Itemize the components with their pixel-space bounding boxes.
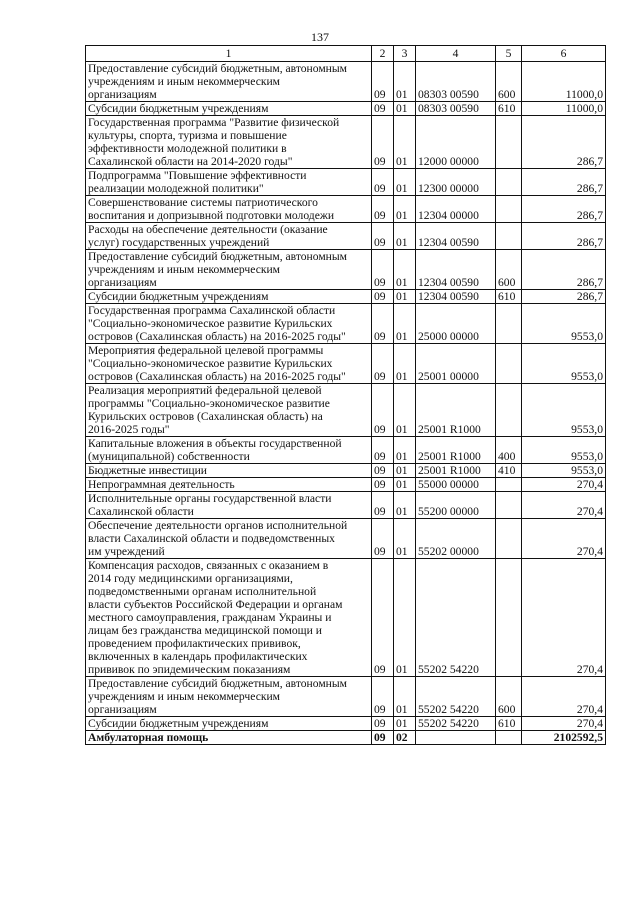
row-subsection: 01 (394, 196, 416, 223)
row-subsection: 01 (394, 559, 416, 677)
row-name: Предоставление субсидий бюджетным, автономным учреждениям и иным некоммерческим организациям (86, 677, 372, 717)
row-target-article: 55202 54220 (416, 717, 496, 731)
table-row (86, 344, 606, 384)
column-header-4: 4 (416, 46, 496, 62)
row-subsection: 01 (394, 250, 416, 290)
row-section: 09 (372, 559, 394, 677)
table-row (86, 559, 606, 677)
row-name: Обеспечение деятельности органов исполнительной власти Сахалинской области и подведомственных им учреждений (86, 519, 372, 559)
row-subsection: 01 (394, 384, 416, 437)
row-amount: 11000,0 (522, 102, 606, 116)
row-expense-type (496, 223, 522, 250)
table-row (86, 731, 606, 745)
table-row (86, 717, 606, 731)
column-header-3: 3 (394, 46, 416, 62)
row-target-article: 55202 00000 (416, 519, 496, 559)
table-row (86, 290, 606, 304)
row-expense-type: 400 (496, 437, 522, 464)
row-target-article: 12304 00590 (416, 250, 496, 290)
row-name: Государственная программа Сахалинской области "Социально-экономическое развитие Курильских островов (Сахалинская область) на 2016-2025 годы" (86, 304, 372, 344)
row-target-article: 12304 00000 (416, 196, 496, 223)
table-row (86, 116, 606, 169)
row-subsection: 01 (394, 223, 416, 250)
row-expense-type: 610 (496, 102, 522, 116)
row-expense-type (496, 196, 522, 223)
page-number: 137 (311, 30, 329, 44)
row-name: Исполнительные органы государственной власти Сахалинской области (86, 492, 372, 519)
row-subsection: 01 (394, 116, 416, 169)
row-name: Мероприятия федеральной целевой программы "Социально-экономическое развитие Курильских островов (Сахалинская область) на 2016-2025 годы" (86, 344, 372, 384)
row-amount: 9553,0 (522, 304, 606, 344)
row-expense-type (496, 492, 522, 519)
row-target-article: 25001 R1000 (416, 464, 496, 478)
table-row (86, 250, 606, 290)
table-header-row (86, 46, 606, 62)
row-amount: 286,7 (522, 290, 606, 304)
row-section: 09 (372, 717, 394, 731)
row-amount: 270,4 (522, 559, 606, 677)
row-name: Предоставление субсидий бюджетным, автономным учреждениям и иным некоммерческим организациям (86, 250, 372, 290)
row-expense-type (496, 169, 522, 196)
row-subsection: 01 (394, 717, 416, 731)
row-amount: 286,7 (522, 116, 606, 169)
table-row (86, 384, 606, 437)
row-subsection: 01 (394, 169, 416, 196)
table-row (86, 196, 606, 223)
row-section: 09 (372, 169, 394, 196)
table-row (86, 102, 606, 116)
table-row (86, 464, 606, 478)
row-subsection: 01 (394, 478, 416, 492)
budget-table-body (86, 46, 606, 745)
row-expense-type: 600 (496, 677, 522, 717)
row-section: 09 (372, 384, 394, 437)
row-amount: 286,7 (522, 196, 606, 223)
row-subsection: 01 (394, 290, 416, 304)
row-amount: 9553,0 (522, 464, 606, 478)
row-name: Бюджетные инвестиции (86, 464, 372, 478)
row-name: Государственная программа "Развитие физической культуры, спорта, туризма и повышение эффективности молодежной политики в Сахалинской области на 2014-2020 годы" (86, 116, 372, 169)
row-expense-type: 610 (496, 290, 522, 304)
column-header-5: 5 (496, 46, 522, 62)
row-section: 09 (372, 116, 394, 169)
row-name: Субсидии бюджетным учреждениям (86, 290, 372, 304)
row-expense-type: 410 (496, 464, 522, 478)
row-subsection: 01 (394, 437, 416, 464)
row-amount: 270,4 (522, 492, 606, 519)
row-name: Предоставление субсидий бюджетным, автономным учреждениям и иным некоммерческим организациям (86, 62, 372, 102)
row-amount: 9553,0 (522, 384, 606, 437)
row-expense-type (496, 731, 522, 745)
row-expense-type (496, 116, 522, 169)
row-name: Субсидии бюджетным учреждениям (86, 102, 372, 116)
row-name: Подпрограмма "Повышение эффективности реализации молодежной политики" (86, 169, 372, 196)
row-section: 09 (372, 464, 394, 478)
row-subsection: 01 (394, 344, 416, 384)
row-name: Амбулаторная помощь (86, 731, 372, 745)
table-row (86, 223, 606, 250)
row-subsection: 01 (394, 304, 416, 344)
row-amount: 9553,0 (522, 437, 606, 464)
row-amount: 270,4 (522, 519, 606, 559)
row-amount: 286,7 (522, 169, 606, 196)
row-subsection: 01 (394, 519, 416, 559)
row-name: Совершенствование системы патриотического воспитания и допризывной подготовки молодежи (86, 196, 372, 223)
row-section: 09 (372, 344, 394, 384)
table-row (86, 304, 606, 344)
row-amount: 286,7 (522, 223, 606, 250)
row-name: Непрограммная деятельность (86, 478, 372, 492)
row-amount: 270,4 (522, 717, 606, 731)
row-target-article: 12300 00000 (416, 169, 496, 196)
row-target-article (416, 731, 496, 745)
row-name: Реализация мероприятий федеральной целевой программы "Социально-экономическое развитие Курильских островов (Сахалинская область) на 2016-2025 годы" (86, 384, 372, 437)
table-row (86, 437, 606, 464)
row-section: 09 (372, 223, 394, 250)
table-row (86, 62, 606, 102)
row-subsection: 01 (394, 492, 416, 519)
row-amount: 11000,0 (522, 62, 606, 102)
row-subsection: 01 (394, 464, 416, 478)
row-target-article: 12000 00000 (416, 116, 496, 169)
row-section: 09 (372, 731, 394, 745)
row-amount: 270,4 (522, 677, 606, 717)
row-section: 09 (372, 290, 394, 304)
column-header-1: 1 (86, 46, 372, 62)
row-name: Субсидии бюджетным учреждениям (86, 717, 372, 731)
row-target-article: 25000 00000 (416, 304, 496, 344)
row-section: 09 (372, 478, 394, 492)
row-target-article: 12304 00590 (416, 223, 496, 250)
row-subsection: 01 (394, 677, 416, 717)
row-target-article: 55202 54220 (416, 677, 496, 717)
row-expense-type (496, 384, 522, 437)
table-row (86, 169, 606, 196)
row-target-article: 55200 00000 (416, 492, 496, 519)
row-expense-type (496, 478, 522, 492)
row-amount: 2102592,5 (522, 731, 606, 745)
row-amount: 9553,0 (522, 344, 606, 384)
row-expense-type: 600 (496, 250, 522, 290)
row-expense-type (496, 559, 522, 677)
row-name: Расходы на обеспечение деятельности (оказание услуг) государственных учреждений (86, 223, 372, 250)
row-subsection: 02 (394, 731, 416, 745)
row-section: 09 (372, 250, 394, 290)
row-name: Капитальные вложения в объекты государственной (муниципальной) собственности (86, 437, 372, 464)
row-name: Компенсация расходов, связанных с оказанием в 2014 году медицинскими организациями, подведомственными органам исполнительной власти субъектов Российской Федерации и органам местного самоуправления, гражданам Украины и лицам без гражданства медицинской помощи и проведением профилактических прививок, включенных в календарь профилактических прививок по эпидемическим показаниям (86, 559, 372, 677)
row-amount: 286,7 (522, 250, 606, 290)
row-expense-type: 610 (496, 717, 522, 731)
row-expense-type (496, 304, 522, 344)
budget-table (85, 45, 606, 745)
row-expense-type (496, 344, 522, 384)
row-subsection: 01 (394, 62, 416, 102)
table-row (86, 492, 606, 519)
row-target-article: 55000 00000 (416, 478, 496, 492)
row-section: 09 (372, 519, 394, 559)
row-section: 09 (372, 437, 394, 464)
row-section: 09 (372, 62, 394, 102)
row-target-article: 08303 00590 (416, 102, 496, 116)
row-expense-type: 600 (496, 62, 522, 102)
table-row (86, 478, 606, 492)
row-target-article: 12304 00590 (416, 290, 496, 304)
row-section: 09 (372, 492, 394, 519)
row-subsection: 01 (394, 102, 416, 116)
row-section: 09 (372, 677, 394, 717)
column-header-6: 6 (522, 46, 606, 62)
table-row (86, 677, 606, 717)
row-section: 09 (372, 196, 394, 223)
table-row (86, 519, 606, 559)
row-section: 09 (372, 304, 394, 344)
row-target-article: 55202 54220 (416, 559, 496, 677)
column-header-2: 2 (372, 46, 394, 62)
row-target-article: 25001 00000 (416, 344, 496, 384)
row-target-article: 25001 R1000 (416, 384, 496, 437)
row-expense-type (496, 519, 522, 559)
row-target-article: 25001 R1000 (416, 437, 496, 464)
row-section: 09 (372, 102, 394, 116)
row-amount: 270,4 (522, 478, 606, 492)
row-target-article: 08303 00590 (416, 62, 496, 102)
